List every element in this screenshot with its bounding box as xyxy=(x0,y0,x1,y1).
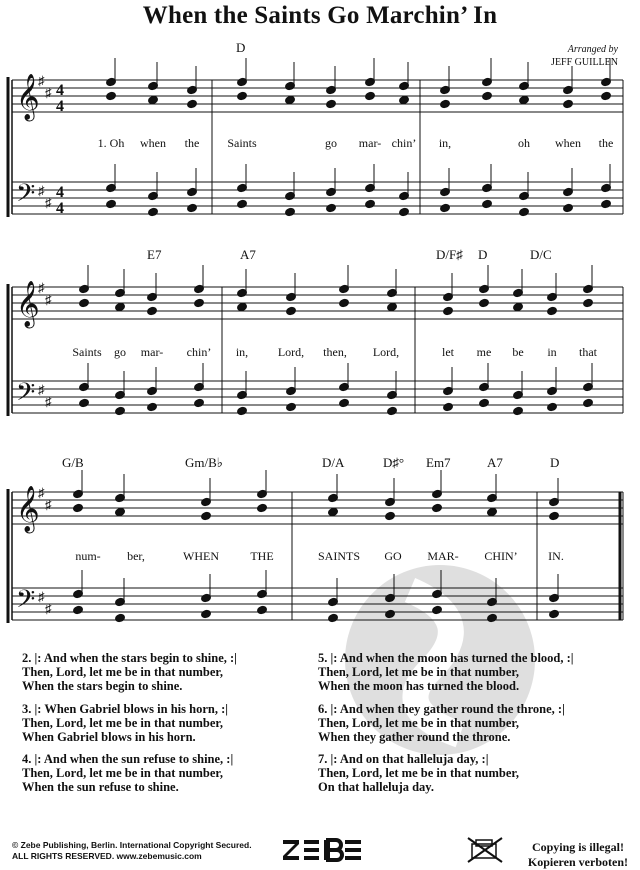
notehead xyxy=(237,302,248,311)
notehead xyxy=(440,99,451,108)
notehead xyxy=(73,503,84,512)
notehead xyxy=(385,609,396,618)
notehead xyxy=(285,95,296,104)
notehead xyxy=(286,306,297,315)
lyric-syllable: GO xyxy=(384,549,402,563)
no-copy-icon xyxy=(466,836,504,864)
notehead xyxy=(187,203,198,212)
chord-symbol: Gm/B♭ xyxy=(185,455,223,470)
notehead xyxy=(147,306,158,315)
chord-symbol: D xyxy=(550,455,560,470)
lyric-syllable: CHIN’ xyxy=(484,549,518,563)
notehead xyxy=(443,402,454,411)
notehead xyxy=(148,207,159,216)
lyric-syllable: Lord, xyxy=(277,345,305,359)
notehead xyxy=(482,91,493,100)
notehead xyxy=(385,511,396,520)
sharp-icon: ♯ xyxy=(38,589,45,604)
chord-symbol: D xyxy=(236,40,246,55)
lyric-syllable: WHEN xyxy=(183,549,219,563)
notehead xyxy=(237,406,248,415)
notehead xyxy=(549,511,560,520)
chord-symbol: D xyxy=(478,247,488,262)
footer-copyright xyxy=(12,840,252,862)
verse-4 xyxy=(22,752,233,794)
notehead xyxy=(106,199,117,208)
notehead xyxy=(487,613,498,622)
notehead xyxy=(326,99,337,108)
verse-4-line-1: 4. |: And when the sun refuse to shine, :| xyxy=(22,752,234,766)
notehead xyxy=(326,203,337,212)
notehead xyxy=(601,199,612,208)
lyric-syllable: IN. xyxy=(548,549,564,563)
notehead xyxy=(482,199,493,208)
lyric-syllable: go xyxy=(114,345,126,359)
chord-symbol: D/F♯ xyxy=(436,247,463,262)
notehead xyxy=(237,91,248,100)
verse-5 xyxy=(318,651,574,693)
verse-3-line-1: 3. |: When Gabriel blows in his horn, :| xyxy=(22,702,229,716)
notehead xyxy=(440,203,451,212)
notehead xyxy=(399,95,410,104)
notehead xyxy=(387,302,398,311)
verse-6 xyxy=(318,702,565,744)
notehead xyxy=(237,199,248,208)
lyric-syllable: when xyxy=(140,136,166,150)
notehead xyxy=(73,605,84,614)
song-title: When the Saints Go Marchin’ In xyxy=(142,2,498,29)
notehead xyxy=(563,99,574,108)
notehead xyxy=(115,507,126,516)
lyric-syllable: mar- xyxy=(358,136,382,150)
chord-symbol: D/C xyxy=(530,247,552,262)
notehead xyxy=(328,507,339,516)
lyric-syllable: that xyxy=(579,345,597,359)
verse-5-line-2: Then, Lord, let me be in that number, xyxy=(318,665,519,679)
notehead xyxy=(257,605,268,614)
notehead xyxy=(365,91,376,100)
lyric-syllable: Saints xyxy=(227,136,257,150)
verse-7-line-1: 7. |: And on that halleluja day, :| xyxy=(318,752,489,766)
verse-4-line-2: Then, Lord, let me be in that number, xyxy=(22,766,223,780)
verse-7-line-2: Then, Lord, let me be in that number, xyxy=(318,766,519,780)
sharp-icon: ♯ xyxy=(38,280,45,295)
notehead xyxy=(115,613,126,622)
notehead xyxy=(399,207,410,216)
verse-6-line-1: 6. |: And when they gather round the throne, :| xyxy=(318,702,565,716)
chord-symbol: A7 xyxy=(240,247,256,262)
notehead xyxy=(513,406,524,415)
sharp-icon: ♯ xyxy=(38,183,45,198)
arranger-label: Arranged by xyxy=(567,44,618,55)
verse-2-line-2: Then, Lord, let me be in that number, xyxy=(22,665,223,679)
notehead xyxy=(432,605,443,614)
verse-2-line-3: When the stars begin to shine. xyxy=(22,679,183,693)
chord-symbol: G/B xyxy=(62,455,84,470)
lyric-syllable: SAINTS xyxy=(317,549,361,563)
chord-symbol: D♯° xyxy=(383,455,405,470)
lyric-syllable: in, xyxy=(235,345,249,359)
copy-warning xyxy=(528,840,628,870)
lyric-syllable: in, xyxy=(438,136,452,150)
verse-3 xyxy=(22,702,228,744)
notehead xyxy=(549,609,560,618)
notehead xyxy=(328,613,339,622)
lyric-syllable: mar- xyxy=(140,345,164,359)
notehead xyxy=(443,306,454,315)
chord-symbol: A7 xyxy=(487,455,503,470)
time-signature: 4 xyxy=(56,200,64,217)
lyric-syllable: THE xyxy=(250,549,274,563)
zebe-logo-icon xyxy=(283,838,361,862)
notehead xyxy=(387,406,398,415)
notehead xyxy=(547,402,558,411)
notehead xyxy=(339,298,350,307)
copyright-text: © Zebe Publishing, Berlin. International Copyright Secured. xyxy=(12,840,252,850)
lyric-syllable: then, xyxy=(323,345,347,359)
sharp-icon: ♯ xyxy=(45,497,52,512)
lyric-syllable: ber, xyxy=(127,549,145,563)
notehead xyxy=(201,609,212,618)
notehead xyxy=(147,402,158,411)
notehead xyxy=(583,398,594,407)
sharp-icon: ♯ xyxy=(45,195,52,210)
lyric-syllable: chin’ xyxy=(391,136,417,150)
arranger-name: JEFF GUILLEN xyxy=(551,57,618,68)
notehead xyxy=(365,199,376,208)
sharp-icon: ♯ xyxy=(45,292,52,307)
notehead xyxy=(286,402,297,411)
time-signature: 4 xyxy=(56,82,64,99)
verse-3-line-2: Then, Lord, let me be in that number, xyxy=(22,716,223,730)
notehead xyxy=(148,95,159,104)
notehead xyxy=(601,91,612,100)
lyric-syllable: when xyxy=(555,136,581,150)
verse-6-line-3: When they gather round the throne. xyxy=(318,730,511,744)
time-signature: 4 xyxy=(56,184,64,201)
notehead xyxy=(201,511,212,520)
time-signature: 4 xyxy=(56,98,64,115)
sharp-icon: ♯ xyxy=(38,382,45,397)
verse-7 xyxy=(318,752,519,794)
notehead xyxy=(194,298,205,307)
warning-german: Kopieren verboten! xyxy=(527,855,628,869)
lyric-syllable: go xyxy=(325,136,337,150)
notehead xyxy=(257,503,268,512)
notehead xyxy=(487,507,498,516)
verse-4-line-3: When the sun refuse to shine. xyxy=(22,780,179,794)
chord-symbol: D/A xyxy=(322,455,345,470)
verse-5-line-1: 5. |: And when the moon has turned the blood, :| xyxy=(318,651,574,665)
bass-clef-icon: 𝄢 xyxy=(16,378,36,413)
lyric-syllable: oh xyxy=(518,136,530,150)
notehead xyxy=(563,203,574,212)
lyric-syllable: me xyxy=(476,345,492,359)
lyric-syllable: 1. Oh xyxy=(97,136,125,150)
lyric-syllable: num- xyxy=(75,549,101,563)
sharp-icon: ♯ xyxy=(38,73,45,88)
verse-5-line-3: When the moon has turned the blood. xyxy=(318,679,520,693)
notehead xyxy=(187,99,198,108)
lyric-syllable: the xyxy=(184,136,200,150)
notehead xyxy=(285,207,296,216)
sharp-icon: ♯ xyxy=(45,394,52,409)
verse-2 xyxy=(22,651,237,693)
lyric-syllable: Lord, xyxy=(372,345,400,359)
sharp-icon: ♯ xyxy=(45,85,52,100)
notehead xyxy=(513,302,524,311)
lyric-syllable: Saints xyxy=(72,345,102,359)
notehead xyxy=(547,306,558,315)
verse-2-line-1: 2. |: And when the stars begin to shine, :| xyxy=(22,651,237,665)
lyric-syllable: in xyxy=(547,345,557,359)
treble-clef-icon: 𝄞 xyxy=(16,486,40,532)
notehead xyxy=(519,95,530,104)
notehead xyxy=(106,91,117,100)
verse-3-line-3: When Gabriel blows in his horn. xyxy=(22,730,196,744)
treble-clef-icon: 𝄞 xyxy=(16,74,40,120)
bass-clef-icon: 𝄢 xyxy=(16,179,36,214)
notehead xyxy=(479,298,490,307)
notehead xyxy=(432,503,443,512)
lyric-syllable: MAR- xyxy=(427,549,459,563)
chord-symbol: Em7 xyxy=(426,455,451,470)
notehead xyxy=(583,298,594,307)
sharp-icon: ♯ xyxy=(38,485,45,500)
sharp-icon: ♯ xyxy=(45,601,52,616)
chord-symbol: E7 xyxy=(147,247,162,262)
lyric-syllable: chin’ xyxy=(186,345,212,359)
notehead xyxy=(339,398,350,407)
bass-clef-icon: 𝄢 xyxy=(16,585,36,620)
notehead xyxy=(479,398,490,407)
treble-clef-icon: 𝄞 xyxy=(16,281,40,327)
verse-6-line-2: Then, Lord, let me be in that number, xyxy=(318,716,519,730)
notehead xyxy=(194,398,205,407)
notehead xyxy=(115,406,126,415)
notehead xyxy=(519,207,530,216)
lyric-syllable: let xyxy=(442,345,454,359)
notehead xyxy=(79,298,90,307)
notehead xyxy=(79,398,90,407)
rights-text: ALL RIGHTS RESERVED. www.zebemusic.com xyxy=(12,851,202,861)
lyric-syllable: be xyxy=(512,345,524,359)
notehead xyxy=(115,302,126,311)
lyric-syllable: the xyxy=(598,136,614,150)
warning-english: Copying is illegal! xyxy=(531,840,624,854)
verse-7-line-3: On that halleluja day. xyxy=(318,780,434,794)
